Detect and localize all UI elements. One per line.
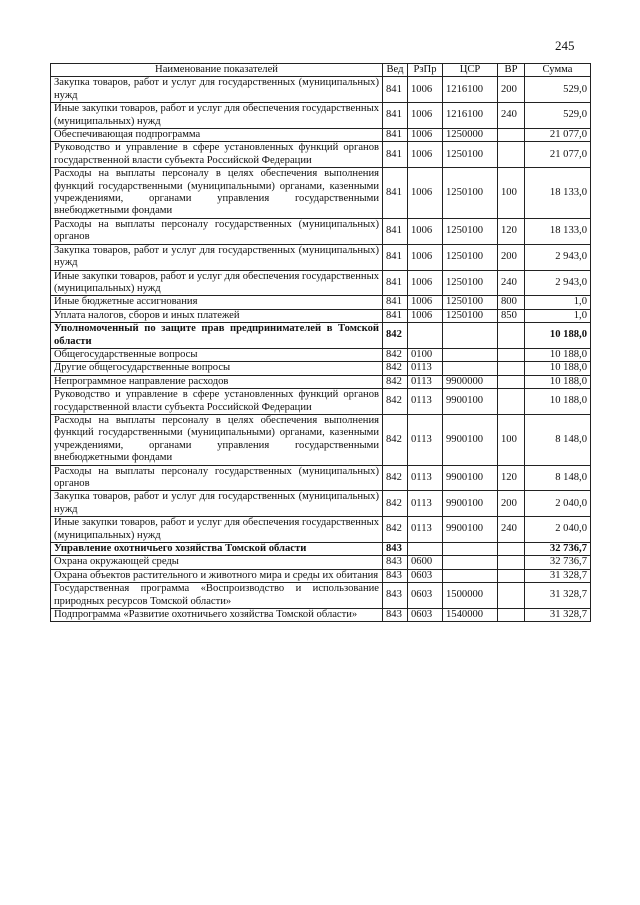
cell-vr: 240 (498, 517, 525, 543)
cell-rzpr: 1006 (408, 129, 443, 142)
table-row (51, 142, 591, 168)
cell-vr (498, 362, 525, 375)
cell-ved: 843 (383, 569, 408, 582)
table-row (51, 309, 591, 322)
cell-sum: 2 943,0 (525, 270, 591, 296)
cell-rzpr (408, 543, 443, 556)
cell-vr (498, 556, 525, 569)
cell-name: Обеспечивающая подпрограмма (51, 129, 383, 142)
cell-vr: 200 (498, 244, 525, 270)
cell-name: Иные закупки товаров, работ и услуг для обеспечения государственных (муниципальных) нужд (51, 517, 383, 543)
cell-sum: 8 148,0 (525, 414, 591, 465)
cell-name: Иные закупки товаров, работ и услуг для обеспечения государственных (муниципальных) нужд (51, 103, 383, 129)
cell-name: Закупка товаров, работ и услуг для государственных (муниципальных) нужд (51, 77, 383, 103)
header-rzpr: РзПр (408, 64, 443, 77)
table-row (51, 609, 591, 622)
cell-vr (498, 609, 525, 622)
cell-name: Иные бюджетные ассигнования (51, 296, 383, 309)
cell-ved: 842 (383, 465, 408, 491)
cell-name: Подпрограмма «Развитие охотничьего хозяйства Томской области» (51, 609, 383, 622)
cell-name: Расходы на выплаты персоналу в целях обеспечения выполнения функций государственными (муниципальными) органами, казенными учреждениями, органами управления государственными внебюджетными фондами (51, 414, 383, 465)
cell-vr (498, 323, 525, 349)
cell-ved: 843 (383, 556, 408, 569)
table-row (51, 556, 591, 569)
header-vr: ВР (498, 64, 525, 77)
cell-name: Закупка товаров, работ и услуг для государственных (муниципальных) нужд (51, 491, 383, 517)
cell-sum: 31 328,7 (525, 583, 591, 609)
cell-sum: 529,0 (525, 103, 591, 129)
cell-csr: 9900100 (443, 491, 498, 517)
table-row (51, 465, 591, 491)
cell-rzpr (408, 323, 443, 349)
cell-rzpr: 0603 (408, 569, 443, 582)
table-row (51, 323, 591, 349)
cell-vr: 800 (498, 296, 525, 309)
table-row (51, 218, 591, 244)
cell-sum: 21 077,0 (525, 142, 591, 168)
cell-ved: 842 (383, 362, 408, 375)
cell-name: Управление охотничьего хозяйства Томской области (51, 543, 383, 556)
cell-csr: 1250100 (443, 218, 498, 244)
cell-name: Непрограммное направление расходов (51, 375, 383, 388)
cell-rzpr: 1006 (408, 244, 443, 270)
cell-csr: 1250000 (443, 129, 498, 142)
cell-rzpr: 1006 (408, 218, 443, 244)
cell-vr (498, 583, 525, 609)
cell-name: Охрана окружающей среды (51, 556, 383, 569)
table-row (51, 583, 591, 609)
cell-csr: 9900100 (443, 517, 498, 543)
cell-sum: 529,0 (525, 77, 591, 103)
cell-rzpr: 1006 (408, 296, 443, 309)
table-header (51, 64, 591, 77)
cell-csr: 1216100 (443, 77, 498, 103)
cell-rzpr: 0113 (408, 491, 443, 517)
cell-csr: 9900100 (443, 465, 498, 491)
cell-sum: 32 736,7 (525, 543, 591, 556)
cell-ved: 841 (383, 296, 408, 309)
cell-sum: 1,0 (525, 296, 591, 309)
cell-ved: 842 (383, 348, 408, 361)
cell-csr: 9900000 (443, 375, 498, 388)
cell-sum: 10 188,0 (525, 348, 591, 361)
cell-sum: 18 133,0 (525, 168, 591, 219)
table-row (51, 543, 591, 556)
cell-name: Государственная программа «Воспроизводство и использование природных ресурсов Томской области» (51, 583, 383, 609)
cell-name: Руководство и управление в сфере установленных функций органов государственной власти субъекта Российской Федерации (51, 389, 383, 415)
cell-csr: 9900100 (443, 389, 498, 415)
cell-ved: 841 (383, 309, 408, 322)
cell-csr: 1250100 (443, 270, 498, 296)
cell-sum: 18 133,0 (525, 218, 591, 244)
header-name: Наименование показателей (51, 64, 383, 77)
cell-rzpr: 0603 (408, 609, 443, 622)
cell-vr: 850 (498, 309, 525, 322)
cell-rzpr: 1006 (408, 309, 443, 322)
cell-sum: 21 077,0 (525, 129, 591, 142)
cell-rzpr: 0113 (408, 362, 443, 375)
cell-sum: 10 188,0 (525, 375, 591, 388)
page-number: 245 (555, 38, 575, 53)
cell-csr: 1540000 (443, 609, 498, 622)
cell-ved: 841 (383, 103, 408, 129)
cell-sum: 2 943,0 (525, 244, 591, 270)
cell-vr: 120 (498, 465, 525, 491)
table-row (51, 569, 591, 582)
cell-rzpr: 0113 (408, 375, 443, 388)
cell-sum: 10 188,0 (525, 323, 591, 349)
cell-name: Закупка товаров, работ и услуг для государственных (муниципальных) нужд (51, 244, 383, 270)
cell-ved: 841 (383, 244, 408, 270)
table-row (51, 389, 591, 415)
cell-vr (498, 569, 525, 582)
cell-ved: 842 (383, 517, 408, 543)
cell-sum: 31 328,7 (525, 609, 591, 622)
cell-sum: 32 736,7 (525, 556, 591, 569)
cell-vr (498, 348, 525, 361)
cell-csr: 1250100 (443, 168, 498, 219)
cell-ved: 841 (383, 77, 408, 103)
cell-name: Расходы на выплаты персоналу в целях обеспечения выполнения функций государственными (муниципальными) органами, казенными учреждениями, органами управления государственными внебюджетными фондами (51, 168, 383, 219)
cell-vr: 200 (498, 491, 525, 517)
table-row (51, 491, 591, 517)
cell-rzpr: 0603 (408, 583, 443, 609)
cell-vr: 240 (498, 103, 525, 129)
cell-vr (498, 543, 525, 556)
cell-name: Иные закупки товаров, работ и услуг для обеспечения государственных (муниципальных) нужд (51, 270, 383, 296)
cell-rzpr: 1006 (408, 168, 443, 219)
cell-rzpr: 1006 (408, 270, 443, 296)
cell-ved: 843 (383, 583, 408, 609)
table-row (51, 270, 591, 296)
cell-ved: 843 (383, 543, 408, 556)
cell-sum: 1,0 (525, 309, 591, 322)
cell-vr: 100 (498, 414, 525, 465)
cell-rzpr: 0600 (408, 556, 443, 569)
cell-name: Охрана объектов растительного и животного мира и среды их обитания (51, 569, 383, 582)
cell-ved: 842 (383, 375, 408, 388)
cell-vr: 120 (498, 218, 525, 244)
cell-vr (498, 375, 525, 388)
cell-rzpr: 1006 (408, 77, 443, 103)
cell-rzpr: 0113 (408, 389, 443, 415)
cell-csr (443, 556, 498, 569)
table-row (51, 103, 591, 129)
cell-rzpr: 0100 (408, 348, 443, 361)
cell-ved: 843 (383, 609, 408, 622)
cell-csr: 1250100 (443, 296, 498, 309)
cell-csr: 1250100 (443, 244, 498, 270)
cell-rzpr: 0113 (408, 414, 443, 465)
cell-ved: 842 (383, 414, 408, 465)
cell-rzpr: 1006 (408, 103, 443, 129)
header-csr: ЦСР (443, 64, 498, 77)
cell-name: Общегосударственные вопросы (51, 348, 383, 361)
cell-csr (443, 569, 498, 582)
cell-vr (498, 142, 525, 168)
cell-name: Уплата налогов, сборов и иных платежей (51, 309, 383, 322)
header-ved: Вед (383, 64, 408, 77)
table-row (51, 414, 591, 465)
cell-sum: 2 040,0 (525, 491, 591, 517)
cell-csr (443, 348, 498, 361)
cell-ved: 841 (383, 270, 408, 296)
table-row (51, 362, 591, 375)
table-row (51, 517, 591, 543)
cell-name: Другие общегосударственные вопросы (51, 362, 383, 375)
table-row (51, 375, 591, 388)
table-row (51, 168, 591, 219)
cell-vr (498, 129, 525, 142)
cell-vr (498, 389, 525, 415)
cell-csr: 9900100 (443, 414, 498, 465)
cell-vr: 240 (498, 270, 525, 296)
table-row (51, 244, 591, 270)
cell-rzpr: 1006 (408, 142, 443, 168)
table-row (51, 77, 591, 103)
cell-csr (443, 323, 498, 349)
cell-vr: 200 (498, 77, 525, 103)
cell-name: Уполномоченный по защите прав предпринимателей в Томской области (51, 323, 383, 349)
header-sum: Сумма (525, 64, 591, 77)
table-body (51, 77, 591, 622)
cell-ved: 841 (383, 168, 408, 219)
cell-ved: 841 (383, 129, 408, 142)
cell-ved: 842 (383, 323, 408, 349)
table-row (51, 348, 591, 361)
budget-table (50, 63, 591, 622)
cell-ved: 842 (383, 491, 408, 517)
cell-csr: 1216100 (443, 103, 498, 129)
cell-sum: 10 188,0 (525, 362, 591, 375)
cell-ved: 842 (383, 389, 408, 415)
cell-csr (443, 543, 498, 556)
cell-vr: 100 (498, 168, 525, 219)
cell-ved: 841 (383, 142, 408, 168)
cell-csr: 1250100 (443, 142, 498, 168)
cell-csr: 1500000 (443, 583, 498, 609)
cell-rzpr: 0113 (408, 517, 443, 543)
cell-csr (443, 362, 498, 375)
cell-ved: 841 (383, 218, 408, 244)
cell-sum: 10 188,0 (525, 389, 591, 415)
cell-sum: 8 148,0 (525, 465, 591, 491)
table-row (51, 296, 591, 309)
cell-name: Расходы на выплаты персоналу государственных (муниципальных) органов (51, 218, 383, 244)
table-row (51, 129, 591, 142)
cell-sum: 31 328,7 (525, 569, 591, 582)
cell-name: Расходы на выплаты персоналу государственных (муниципальных) органов (51, 465, 383, 491)
cell-name: Руководство и управление в сфере установленных функций органов государственной власти субъекта Российской Федерации (51, 142, 383, 168)
cell-sum: 2 040,0 (525, 517, 591, 543)
cell-csr: 1250100 (443, 309, 498, 322)
cell-rzpr: 0113 (408, 465, 443, 491)
